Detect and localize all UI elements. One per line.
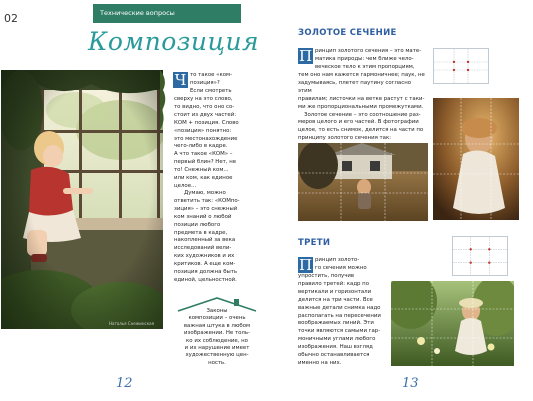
photo-girl-at-window bbox=[1, 70, 163, 329]
text-line: чего-либо в кадре. bbox=[174, 143, 228, 150]
rule-of-thirds-grid-icon bbox=[452, 236, 508, 276]
text-line: ких художников и их bbox=[174, 253, 235, 260]
page-number-left: 12 bbox=[116, 376, 133, 391]
text-line: то видно, что оно со- bbox=[174, 103, 235, 110]
text-line: вертикали и горизонтали bbox=[298, 288, 372, 295]
heading-golden-section: ЗОЛОТОЕ СЕЧЕНИЕ bbox=[298, 28, 397, 38]
text-line: сверху на это слово, bbox=[174, 96, 233, 102]
text-line: задумываясь, плетет паутину согласно этим bbox=[298, 79, 412, 94]
text-line: это местонахождение bbox=[174, 135, 238, 142]
text-line: изображения. Наш взгляд bbox=[298, 344, 373, 351]
text-line: ность. bbox=[208, 359, 226, 366]
text-line: важные детали снимка надо bbox=[298, 304, 381, 311]
leaves-decoration bbox=[160, 70, 168, 130]
photo-girl-flowers bbox=[391, 281, 514, 366]
text-line: и их нарушение имеет bbox=[184, 345, 250, 352]
photo-girl-dress bbox=[433, 98, 519, 220]
thirds-text-block-2 bbox=[298, 273, 388, 368]
text-line: ринцип золото- bbox=[315, 257, 360, 263]
intro-first-line: то такое «ком- bbox=[190, 72, 233, 78]
text-line: А что такое «КОМ» – bbox=[174, 151, 233, 158]
text-line: Законы bbox=[206, 308, 228, 314]
text-line: зиция» – это снежный bbox=[174, 205, 238, 212]
photo-signature: Наталья Снежинская bbox=[109, 321, 154, 326]
text-line: накопленный за века bbox=[174, 237, 236, 244]
text-line: принципу золотого сечения так: bbox=[298, 135, 392, 142]
heading-thirds: ТРЕТИ bbox=[298, 238, 331, 248]
text-line: или ком, как единое bbox=[174, 175, 233, 182]
text-line: ринцип золотого сечения – это мате- bbox=[315, 48, 422, 54]
text-line: ми же пропорциональными промежутками. bbox=[298, 103, 424, 110]
text-line: Золотое сечение – это соотношение раз- bbox=[304, 111, 421, 118]
text-line: единой, цельностной. bbox=[174, 276, 237, 283]
text-line: матика природы: чем ближе чело- bbox=[315, 55, 414, 62]
golden-section-grid-icon bbox=[433, 48, 489, 84]
text-line: упростить, получив bbox=[298, 273, 355, 279]
text-line: целое, то есть снимок, делится на части по bbox=[298, 127, 424, 134]
text-line: именно на них. bbox=[298, 359, 342, 366]
text-line: тем оно нам кажется гармоничнее; паук, не bbox=[298, 72, 425, 78]
intro-text-block-2 bbox=[174, 96, 254, 191]
text-line: изображении. Не толь- bbox=[184, 330, 250, 337]
photo-girl-flowers-image bbox=[391, 281, 514, 366]
section-tab: Технические вопросы bbox=[93, 4, 241, 23]
text-line: располагать на пересечении bbox=[298, 312, 381, 319]
text-line: го сечения можно bbox=[315, 264, 367, 271]
text-line: первый блин? Нет, не bbox=[174, 159, 237, 166]
golden-text-block-1 bbox=[315, 48, 423, 72]
golden-text-block-2 bbox=[298, 72, 426, 143]
text-line: точки являются самыми гар- bbox=[298, 328, 381, 335]
page-number-right: 13 bbox=[402, 376, 419, 391]
text-line: позиция»? bbox=[190, 80, 220, 86]
text-line: Если смотреть bbox=[190, 87, 232, 94]
text-line: правилам; листочки на ветке растут с таки- bbox=[298, 95, 425, 102]
text-line: предмета в кадре, bbox=[174, 229, 228, 236]
text-line: ко их соблюдение, но bbox=[186, 337, 248, 344]
dropcap-ch: Ч bbox=[174, 71, 187, 89]
text-line: позиции любого bbox=[174, 221, 221, 228]
thirds-text-block-1 bbox=[315, 257, 383, 273]
intro-text-block-3 bbox=[174, 190, 256, 285]
text-line: делится на три части. Все bbox=[298, 296, 373, 303]
text-line: ком знаний о любой bbox=[174, 213, 232, 220]
page-number-top: 02 bbox=[4, 12, 18, 25]
text-line: исследований вели- bbox=[174, 245, 232, 252]
text-line: меров целого и его частей. В фотографии bbox=[298, 119, 419, 126]
text-line: художественную цен- bbox=[185, 352, 249, 359]
dropcap-p-golden: П bbox=[298, 47, 313, 65]
text-line: композиции – очень bbox=[188, 315, 246, 322]
text-line: «позиция» понятно: bbox=[174, 127, 232, 134]
text-line: критиков. А еще ком- bbox=[174, 261, 236, 268]
text-line: то! Снежный ком... bbox=[174, 167, 229, 174]
text-line: моничными углами любого bbox=[298, 336, 376, 343]
page-title: Композиция bbox=[88, 27, 260, 56]
laws-callout-box bbox=[176, 296, 258, 366]
text-line: обычно останавливается bbox=[298, 352, 370, 359]
text-line: правило третей: кадр по bbox=[298, 280, 369, 287]
text-line: КОМ + позиция. Слово bbox=[174, 119, 239, 126]
text-line: важная штука в любом bbox=[183, 322, 251, 329]
photo-girl-house-image bbox=[298, 143, 428, 221]
photo-girl-dress-image bbox=[433, 98, 519, 220]
text-line: стоит из двух частей: bbox=[174, 111, 237, 118]
text-line: целое… bbox=[174, 182, 197, 189]
text-line: воображаемых линий. Эти bbox=[298, 320, 374, 327]
text-line: веческое тело к этим пропорциям, bbox=[315, 63, 415, 70]
laws-callout-text bbox=[176, 308, 258, 367]
photo-girl-at-window-image bbox=[1, 70, 163, 329]
intro-text-block-1 bbox=[190, 80, 252, 96]
text-line: ответить так: «КОМпо- bbox=[174, 197, 240, 204]
text-line: позиция должна быть bbox=[174, 269, 238, 276]
photo-girl-house bbox=[298, 143, 428, 221]
dropcap-p-thirds: П bbox=[298, 256, 313, 274]
text-line: Думаю, можно bbox=[184, 190, 226, 196]
